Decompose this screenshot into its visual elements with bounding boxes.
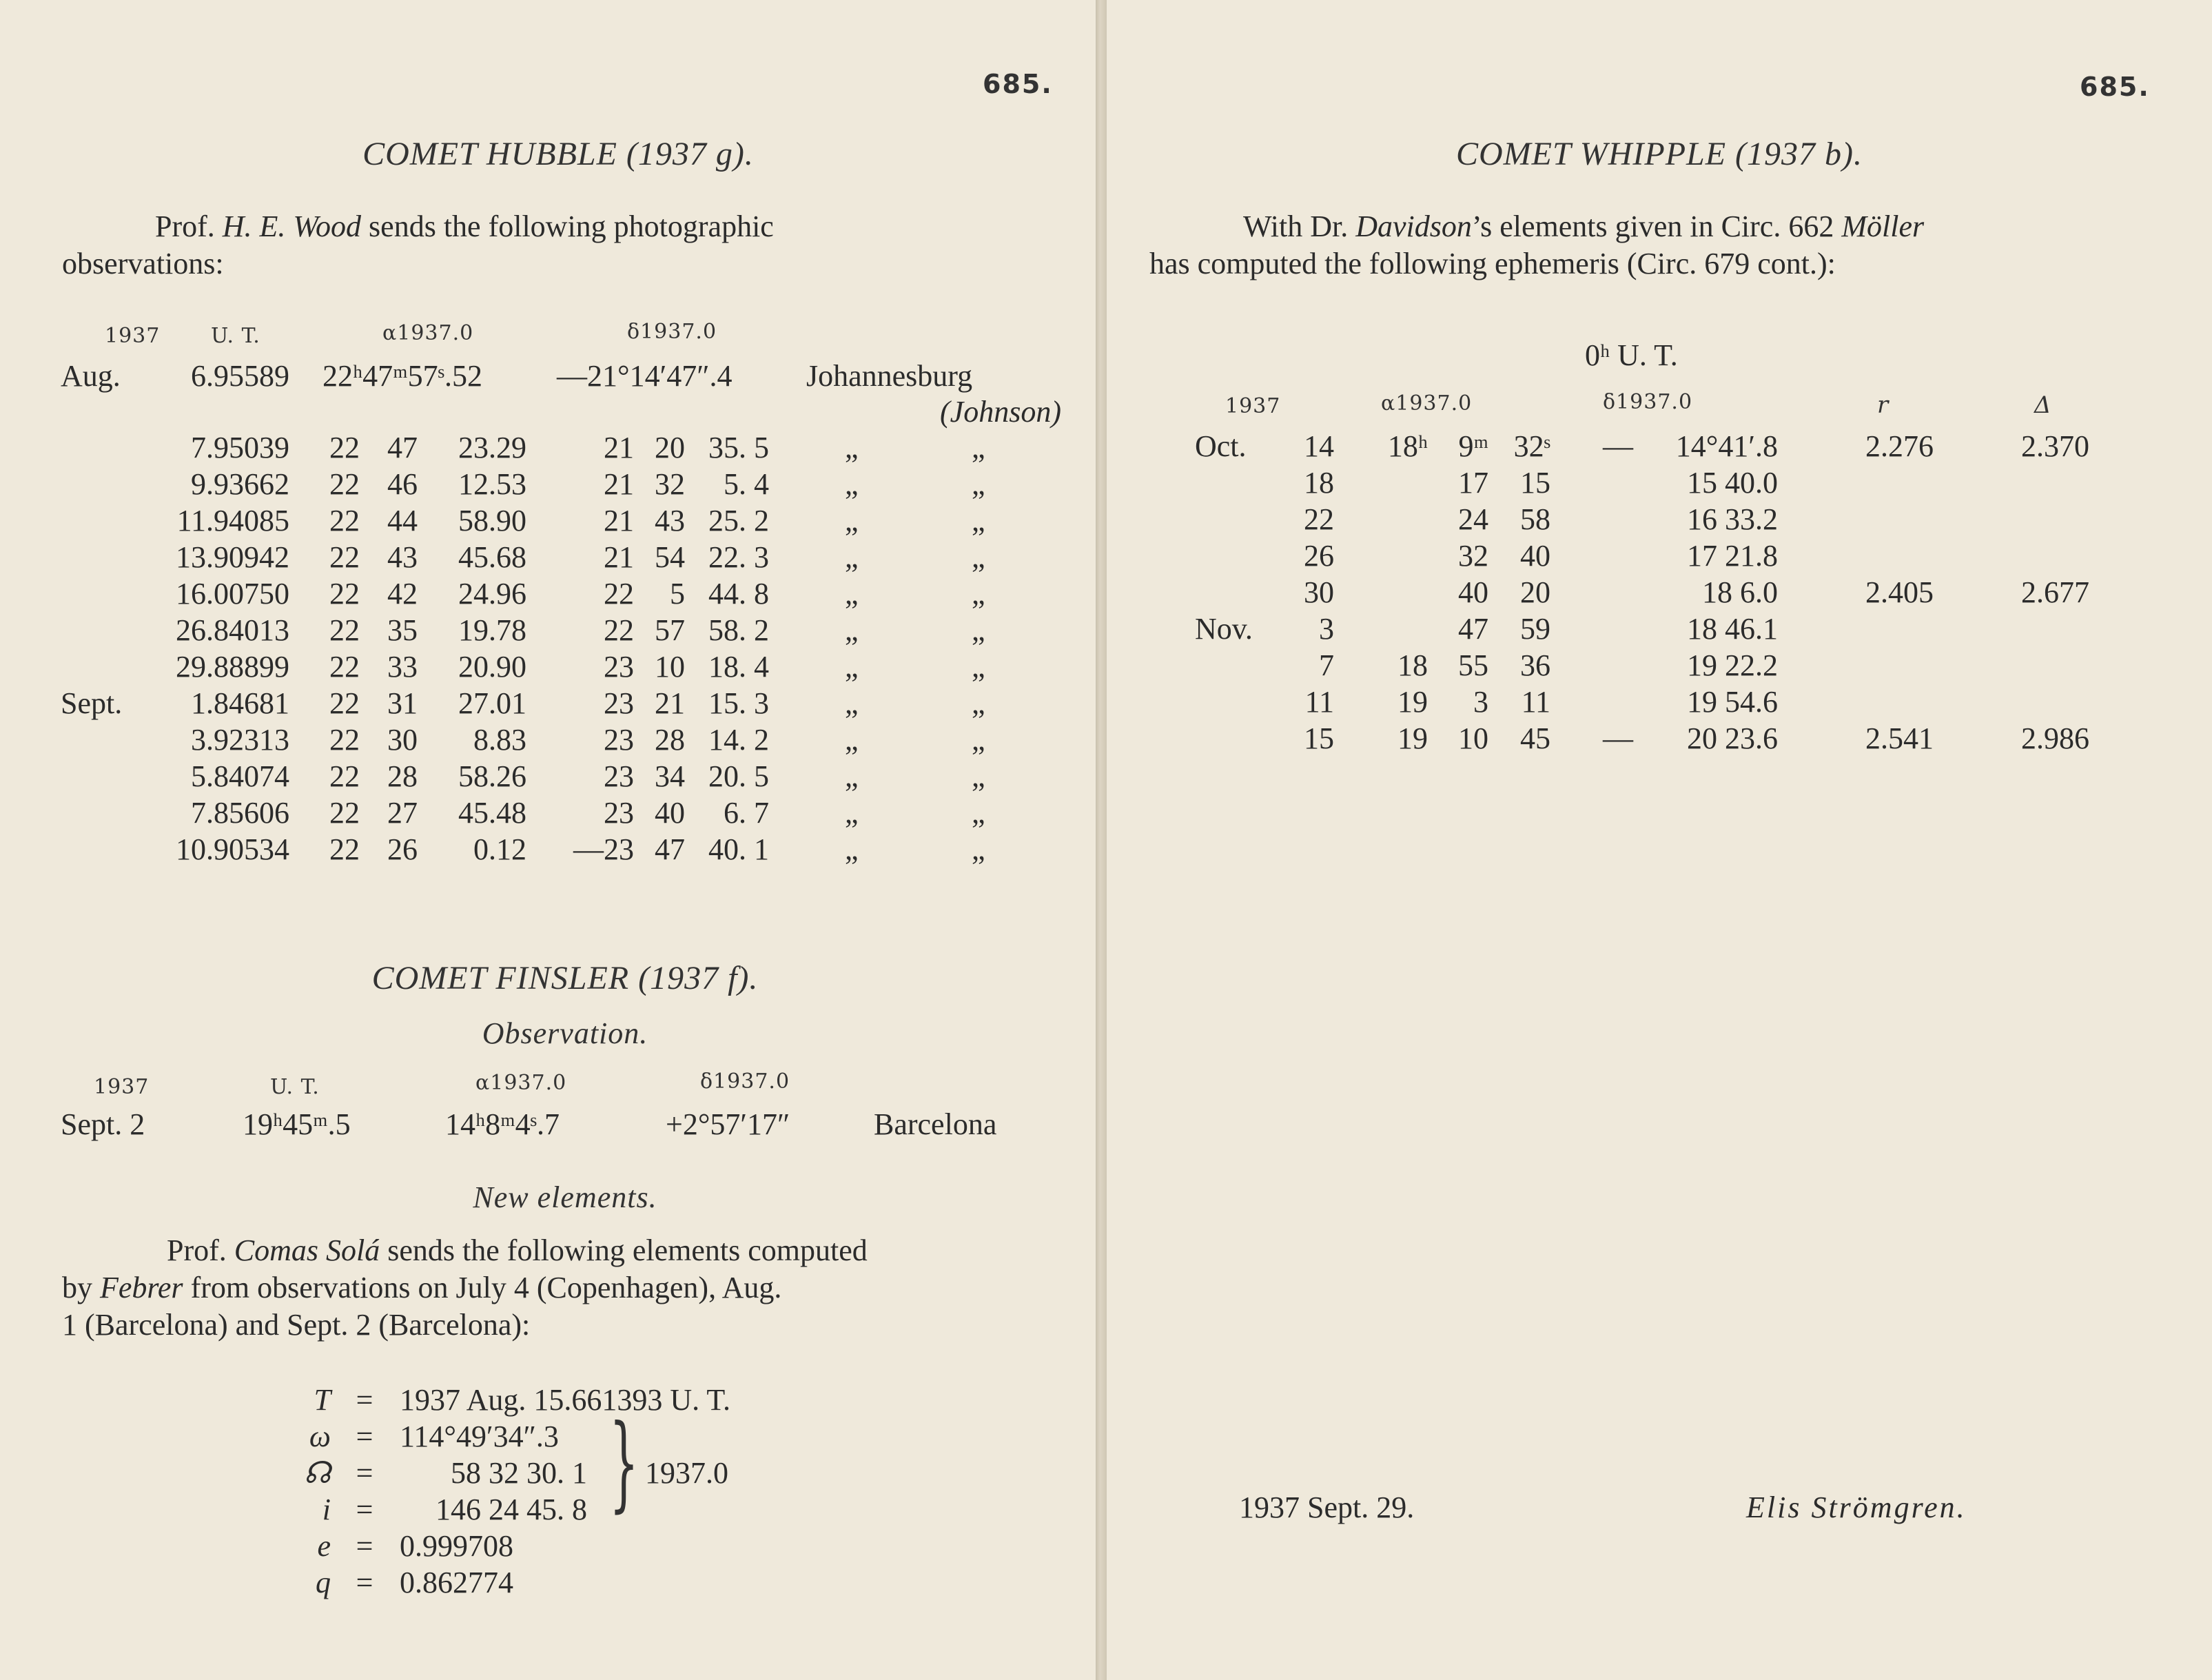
row-day: 15 (1304, 721, 1334, 755)
row-ut: 3.92313 (191, 723, 289, 757)
page-gutter (1096, 0, 1107, 1680)
element-equals: = (356, 1566, 373, 1599)
row-dec-s: 18. 4 (708, 650, 769, 684)
finsler-text-line1: Prof. Comas Solá sends the following elements computed (167, 1233, 868, 1267)
row-ra-m: 17 (1458, 466, 1488, 500)
element-value: 0.999708 (400, 1529, 513, 1563)
row-ra-m: 10 (1458, 721, 1488, 755)
row-ra-s: 58.26 (458, 759, 526, 793)
row-day: 7 (1319, 648, 1334, 682)
row-ra-h: 19 (1397, 685, 1428, 719)
finsler-header-ut: U. T. (270, 1075, 320, 1099)
row-delta: 2.370 (2021, 429, 2089, 463)
footer-signature: Elis Strömgren. (1746, 1491, 1967, 1524)
row-ra-h: 22 (329, 467, 360, 501)
element-symbol: e (317, 1529, 331, 1563)
row-ra-h: 22 (329, 540, 360, 574)
hubble-first-observer: (Johnson) (940, 395, 1061, 429)
ditto-mark: „ (972, 759, 985, 793)
row-dec-d: 22 (604, 577, 634, 611)
row-dec-m: 40 (655, 796, 685, 830)
finsler-header-year: 1937 (94, 1075, 150, 1099)
element-equals: = (356, 1529, 373, 1563)
row-day: 3 (1319, 612, 1334, 646)
row-ra-m: 24 (1458, 502, 1488, 536)
row-month: Oct. (1195, 429, 1247, 463)
hubble-first-month: Aug. (61, 359, 121, 393)
element-symbol: T (314, 1383, 331, 1417)
element-symbol: ω (309, 1420, 331, 1453)
row-ut: 26.84013 (176, 613, 289, 647)
ditto-mark: „ (845, 504, 859, 537)
ditto-mark: „ (845, 650, 859, 684)
element-equals: = (356, 1493, 373, 1526)
element-symbol: i (322, 1493, 331, 1526)
row-ra-h: 22 (329, 832, 360, 866)
finsler-station: Barcelona (874, 1107, 997, 1141)
row-dec-m: 20 (655, 431, 685, 464)
ditto-mark: „ (972, 431, 985, 464)
row-day: 11 (1304, 685, 1334, 719)
row-ra-s: 27.01 (458, 686, 526, 720)
row-ra-m: 46 (387, 467, 418, 501)
row-dec-s: 15. 3 (708, 686, 769, 720)
row-delta: 2.677 (2021, 575, 2089, 609)
ditto-mark: „ (845, 577, 859, 611)
row-dec-d: 23 (604, 796, 634, 830)
row-dec: 19 54.6 (1687, 685, 1778, 719)
row-dec: 18 6.0 (1702, 575, 1778, 609)
row-day: 18 (1304, 466, 1334, 500)
hubble-first-ra: 22ʰ47ᵐ57ˢ.52 (322, 359, 482, 393)
row-dec-m: 21 (655, 686, 685, 720)
ditto-mark: „ (845, 613, 859, 647)
row-ra-m: 44 (387, 504, 418, 537)
ditto-mark: „ (972, 796, 985, 830)
row-ra-m: 55 (1458, 648, 1488, 682)
element-equals: = (356, 1383, 373, 1417)
row-dec-s: 58. 2 (708, 613, 769, 647)
row-dec-m: 10 (655, 650, 685, 684)
row-ra-s: 19.78 (458, 613, 526, 647)
row-dec-d: 21 (604, 504, 634, 537)
ditto-mark: „ (972, 650, 985, 684)
row-dec-s: 6. 7 (724, 796, 769, 830)
ditto-mark: „ (845, 759, 859, 793)
finsler-header-ra: α1937.0 (475, 1071, 567, 1095)
whipple-header-ra: α1937.0 (1381, 391, 1473, 416)
row-ra-s: 23.29 (458, 431, 526, 464)
time-heading: 0ʰ U. T. (1585, 338, 1678, 372)
element-value: 58 32 30. 1 (451, 1456, 587, 1490)
row-dec-s: 20. 5 (708, 759, 769, 793)
finsler-ra: 14ʰ8ᵐ4ˢ.7 (445, 1107, 560, 1141)
row-r: 2.405 (1865, 575, 1934, 609)
row-dec-m: 28 (655, 723, 685, 757)
row-dec-d: 21 (604, 431, 634, 464)
ditto-mark: „ (845, 540, 859, 574)
row-ra-s: 36 (1520, 648, 1550, 682)
row-r: 2.541 (1865, 721, 1934, 755)
row-ra-s: 58.90 (458, 504, 526, 537)
ditto-mark: „ (845, 723, 859, 757)
hubble-first-ut: 6.95589 (191, 359, 289, 393)
element-symbol: ☊ (303, 1456, 331, 1490)
row-ut: 13.90942 (176, 540, 289, 574)
row-dec-d: 23 (604, 759, 634, 793)
row-dec-m: 5 (670, 577, 685, 611)
row-ra-m: 27 (387, 796, 418, 830)
brace-icon: } (609, 1403, 639, 1523)
row-ra-h: 22 (329, 613, 360, 647)
row-ra-m: 28 (387, 759, 418, 793)
row-dec-d: 23 (604, 723, 634, 757)
ditto-mark: „ (972, 832, 985, 866)
row-dec: 16 33.2 (1687, 502, 1778, 536)
row-dec: 17 21.8 (1687, 539, 1778, 573)
row-ut: 7.85606 (191, 796, 289, 830)
row-ra-m: 40 (1458, 575, 1488, 609)
element-value: 1937 Aug. 15.661393 U. T. (400, 1383, 730, 1417)
row-ra-h: 22 (329, 796, 360, 830)
row-ra-s: 59 (1520, 612, 1550, 646)
page-number: 685. (2080, 72, 2150, 102)
ditto-mark: „ (845, 832, 859, 866)
element-equals: = (356, 1420, 373, 1453)
row-ra-h: 22 (329, 431, 360, 464)
ditto-mark: „ (972, 540, 985, 574)
row-ra-s: 32ˢ (1513, 429, 1550, 463)
left-page (0, 0, 1096, 1680)
elements-heading: New elements. (473, 1180, 657, 1214)
row-ra-m: 43 (387, 540, 418, 574)
finsler-date: Sept. 2 (61, 1107, 145, 1141)
row-ra-m: 47 (1458, 612, 1488, 646)
row-delta: 2.986 (2021, 721, 2089, 755)
element-equals: = (356, 1456, 373, 1490)
hubble-first-dec: —21°14′47″.4 (557, 359, 733, 393)
row-ut: 5.84074 (191, 759, 289, 793)
element-value: 114°49′34″.3 (400, 1420, 559, 1453)
row-ra-m: 42 (387, 577, 418, 611)
row-ra-h: 22 (329, 577, 360, 611)
row-r: 2.276 (1865, 429, 1934, 463)
row-ra-h: 22 (329, 686, 360, 720)
row-ra-m: 9ᵐ (1458, 429, 1488, 463)
row-ra-s: 58 (1520, 502, 1550, 536)
row-ra-s: 45.68 (458, 540, 526, 574)
row-ra-m: 33 (387, 650, 418, 684)
ditto-mark: „ (845, 686, 859, 720)
row-ra-h: 22 (329, 650, 360, 684)
row-ra-s: 8.83 (473, 723, 526, 757)
row-dec-s: 5. 4 (724, 467, 769, 501)
row-dec: 18 46.1 (1687, 612, 1778, 646)
row-ra-h: 22 (329, 504, 360, 537)
ditto-mark: „ (972, 504, 985, 537)
row-day: 30 (1304, 575, 1334, 609)
row-ra-s: 0.12 (473, 832, 526, 866)
footer-date: 1937 Sept. 29. (1239, 1491, 1415, 1524)
col-header-dec: δ1937.0 (627, 320, 717, 344)
section-title-finsler: COMET FINSLER (1937 f). (371, 960, 759, 996)
ditto-mark: „ (845, 796, 859, 830)
row-dec-m: 43 (655, 504, 685, 537)
element-value: 0.862774 (400, 1566, 513, 1599)
whipple-intro-line2: has computed the following ephemeris (Circ. 679 cont.): (1149, 247, 1836, 280)
finsler-text-line3: 1 (Barcelona) and Sept. 2 (Barcelona): (62, 1308, 531, 1342)
row-ra-h: 18ʰ (1387, 429, 1428, 463)
col-header-ut: U. T. (211, 324, 260, 348)
ditto-mark: „ (972, 613, 985, 647)
row-dec: 19 22.2 (1687, 648, 1778, 682)
col-header-year: 1937 (105, 324, 161, 348)
row-day: 26 (1304, 539, 1334, 573)
row-dec-m: 34 (655, 759, 685, 793)
row-dec: 15 40.0 (1687, 466, 1778, 500)
hubble-intro-line1: Prof. H. E. Wood sends the following photographic (155, 209, 774, 243)
element-value: 146 24 45. 8 (436, 1493, 587, 1526)
col-header-ra: α1937.0 (382, 321, 474, 345)
row-dec-sign: — (1603, 721, 1633, 755)
row-dec-d: 23 (604, 686, 634, 720)
row-ra-s: 11 (1521, 685, 1550, 719)
row-dec-m: 54 (655, 540, 685, 574)
row-ra-m: 47 (387, 431, 418, 464)
whipple-header-delta: Δ (2034, 391, 2052, 419)
row-ut: 16.00750 (176, 577, 289, 611)
row-ra-s: 45 (1520, 721, 1550, 755)
row-dec-d: 22 (604, 613, 634, 647)
row-ra-m: 30 (387, 723, 418, 757)
row-dec-d: 21 (604, 540, 634, 574)
page-number: 685. (983, 69, 1053, 99)
elements-equinox: 1937.0 (645, 1456, 728, 1490)
ditto-mark: „ (972, 577, 985, 611)
row-ra-s: 20 (1520, 575, 1550, 609)
row-dec-d: 23 (604, 650, 634, 684)
row-dec: 14°41′.8 (1675, 429, 1778, 463)
ditto-mark: „ (845, 431, 859, 464)
row-ra-m: 32 (1458, 539, 1488, 573)
row-ut: 10.90534 (176, 832, 289, 866)
finsler-header-dec: δ1937.0 (700, 1069, 790, 1094)
finsler-ut: 19ʰ45ᵐ.5 (243, 1107, 351, 1141)
row-ut: 1.84681 (191, 686, 289, 720)
row-ra-m: 3 (1473, 685, 1488, 719)
row-ut: 11.94085 (176, 504, 289, 537)
row-dec-m: 47 (655, 832, 685, 866)
row-day: 22 (1304, 502, 1334, 536)
row-ra-h: 22 (329, 759, 360, 793)
finsler-text-line2: by Febrer from observations on July 4 (Copenhagen), Aug. (62, 1271, 782, 1304)
row-ra-s: 15 (1520, 466, 1550, 500)
ditto-mark: „ (845, 467, 859, 501)
row-month: Sept. (61, 686, 123, 720)
hubble-first-station: Johannesburg (806, 359, 973, 393)
row-ra-h: 18 (1397, 648, 1428, 682)
row-ra-s: 12.53 (458, 467, 526, 501)
ditto-mark: „ (972, 686, 985, 720)
row-dec-s: 25. 2 (708, 504, 769, 537)
whipple-header-year: 1937 (1225, 394, 1281, 418)
row-dec-s: 40. 1 (708, 832, 769, 866)
row-dec-s: 22. 3 (708, 540, 769, 574)
section-title-hubble: COMET HUBBLE (1937 g). (362, 136, 754, 172)
row-day: 14 (1304, 429, 1334, 463)
whipple-intro-line1: With Dr. Davidson’s elements given in Circ. 662 Möller (1243, 209, 1925, 243)
row-ut: 9.93662 (191, 467, 289, 501)
row-dec-s: 35. 5 (708, 431, 769, 464)
row-ra-h: 22 (329, 723, 360, 757)
row-ra-m: 35 (387, 613, 418, 647)
whipple-header-dec: δ1937.0 (1603, 390, 1693, 414)
row-dec-sign: — (1603, 429, 1633, 463)
row-ra-s: 40 (1520, 539, 1550, 573)
row-dec-m: 32 (655, 467, 685, 501)
row-ra-s: 20.90 (458, 650, 526, 684)
ditto-mark: „ (972, 467, 985, 501)
row-ra-h: 19 (1397, 721, 1428, 755)
row-ra-m: 31 (387, 686, 418, 720)
row-ut: 29.88899 (176, 650, 289, 684)
observation-heading: Observation. (482, 1016, 648, 1050)
element-symbol: q (316, 1566, 331, 1599)
row-ra-s: 45.48 (458, 796, 526, 830)
whipple-header-r: r (1877, 391, 1890, 419)
row-dec-s: 14. 2 (708, 723, 769, 757)
finsler-dec: +2°57′17″ (666, 1107, 790, 1141)
row-ut: 7.95039 (191, 431, 289, 464)
row-dec-d: 21 (604, 467, 634, 501)
row-dec: 20 23.6 (1687, 721, 1778, 755)
row-month: Nov. (1195, 612, 1253, 646)
row-dec-s: 44. 8 (708, 577, 769, 611)
row-ra-s: 24.96 (458, 577, 526, 611)
row-dec-d: —23 (573, 832, 634, 866)
hubble-intro-line2: observations: (62, 247, 224, 280)
right-page (1107, 0, 2212, 1680)
row-dec-m: 57 (655, 613, 685, 647)
row-ra-m: 26 (387, 832, 418, 866)
ditto-mark: „ (972, 723, 985, 757)
section-title-whipple: COMET WHIPPLE (1937 b). (1455, 136, 1863, 172)
